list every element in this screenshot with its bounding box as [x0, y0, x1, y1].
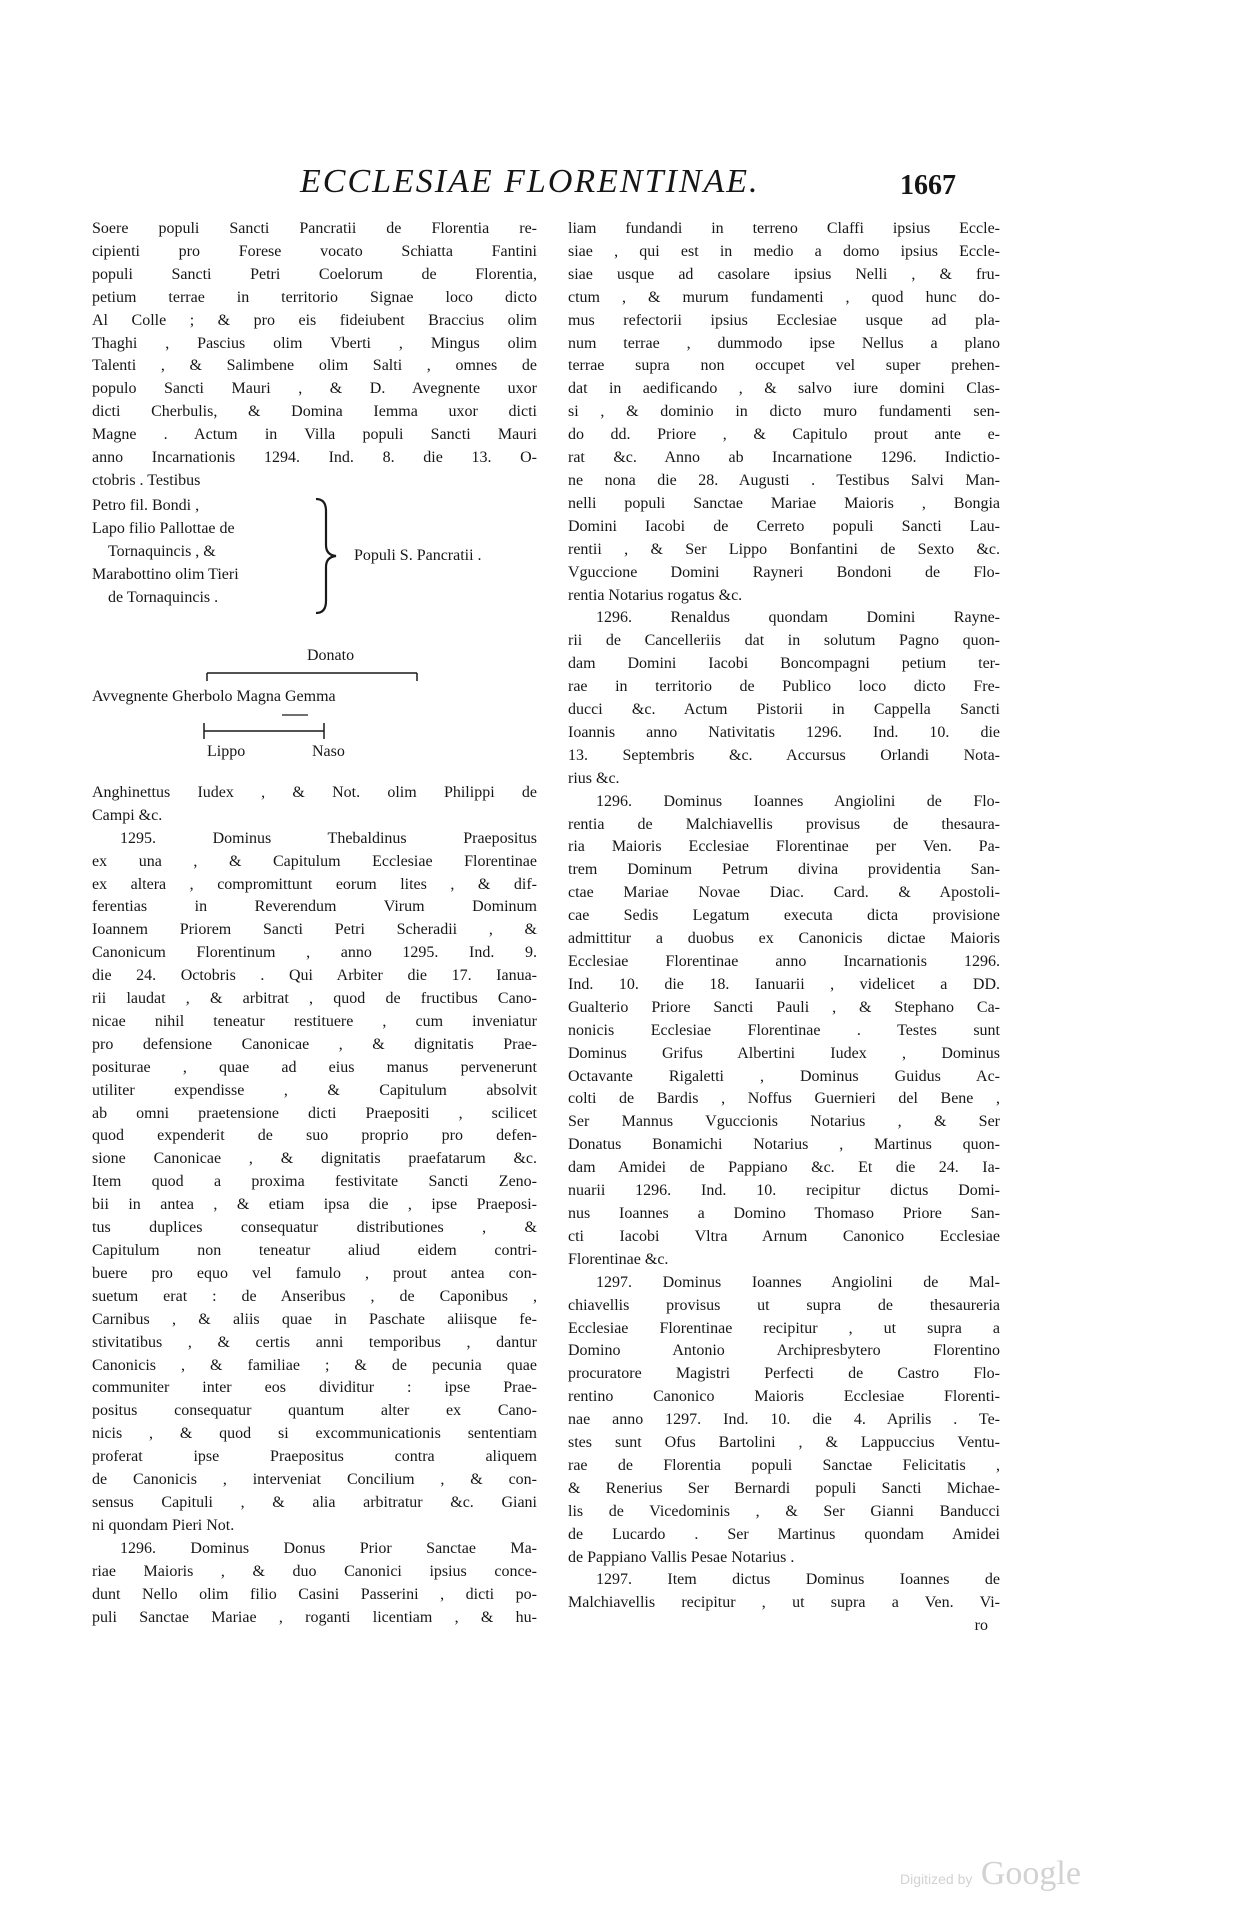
right-brace-icon — [312, 497, 348, 615]
text-line: riae Maioris , & duo Canonici ipsius conce- — [92, 1562, 537, 1580]
text-line: rae de Florentia populi Sanctae Felicitatis , — [568, 1456, 1000, 1474]
text-line: rius &c. — [568, 769, 620, 787]
catchword: ro — [974, 1617, 988, 1635]
text-line: ctum , & murum fundamenti , quod hunc do- — [568, 288, 1000, 306]
text-line: Item quod a proxima festivitate Sancti Zeno- — [92, 1173, 537, 1191]
text-line: ctae Mariae Novae Diac. Card. & Apostoli- — [568, 884, 1000, 902]
text-line: cti Iacobi Vltra Arnum Canonico Ecclesiae — [568, 1227, 1000, 1245]
text-line: mus refectorii ipsius Ecclesiae usque ad pla- — [568, 311, 1000, 329]
text-line: rentino Canonico Maioris Ecclesiae Florenti- — [568, 1388, 1000, 1406]
text-line: de Pappiano Vallis Pesae Notarius . — [568, 1548, 795, 1566]
text-line: ferentias in Reverendum Virum Dominum — [92, 898, 537, 916]
text-line: de Lucardo . Ser Martinus quondam Amidei — [568, 1525, 1000, 1543]
witness-list-block — [92, 495, 537, 635]
text-line: rentia de Malchiavellis provisus de thesaura- — [568, 815, 1000, 833]
text-line: ne nona die 28. Augusti . Testibus Salvi Man- — [568, 471, 1000, 489]
text-line: 1297. Item dictus Dominus Ioannes de — [596, 1571, 1000, 1589]
text-line: ria Maioris Ecclesiae Florentinae per Ven. Pa- — [568, 838, 1000, 856]
text-line: Al Colle ; & pro eis fideiubent Braccius olim — [92, 311, 537, 329]
witness-group-label: Populi S. Pancratii . — [354, 546, 482, 564]
text-line: Florentinae &c. — [568, 1250, 669, 1268]
text-line: Domini Iacobi de Cerreto populi Sancti Lau- — [568, 517, 1000, 535]
google-logo: Google — [980, 1855, 1081, 1892]
text-line: 13. Septembris &c. Accursus Orlandi Nota- — [568, 746, 1000, 764]
text-line: positurae , quae ad eius manus pervenerunt — [92, 1058, 537, 1076]
text-line: nicis , & quod si excommunicationis sententiam — [92, 1425, 537, 1443]
tree-grandchild-right: Naso — [312, 742, 345, 760]
text-line: Vguccione Domini Rayneri Bondoni de Flo- — [568, 563, 1000, 581]
right-paragraph-3 — [568, 791, 1000, 1272]
text-line: siae , qui est in medio a domo ipsius Eccle- — [568, 242, 1000, 260]
text-line: sensus Capituli , & alia arbitratur &c. Giani — [92, 1493, 537, 1511]
text-line: communiter inter eos dividitur : ipse Prae- — [92, 1379, 537, 1397]
text-line: 1296. Dominus Ioannes Angiolini de Flo- — [596, 792, 1000, 810]
text-line: ex altera , compromittunt eorum lites , & dif- — [92, 875, 537, 893]
text-line: admittitur a duobus ex Canonicis dictae Maioris — [568, 930, 1000, 948]
witness-name: Lapo filio Pallottae de — [92, 519, 235, 537]
text-line: bii in antea , & etiam ipsa die , ipse Praeposi- — [92, 1196, 537, 1214]
digitized-watermark — [900, 1855, 1081, 1893]
text-line: si , & dominio in dicto muro fundamenti sen- — [568, 403, 1000, 421]
text-line: 1296. Renaldus quondam Domini Rayne- — [596, 609, 1000, 627]
witness-list — [92, 495, 239, 610]
text-line: dunt Nello olim filio Casini Passerini , dicti po- — [92, 1585, 537, 1603]
witness-name: de Tornaquincis . — [108, 588, 219, 606]
text-line: populi Sancti Petri Coelorum de Florentia, — [92, 265, 537, 283]
text-line: quod expenderit de suo proprio pro defen- — [92, 1127, 537, 1145]
text-line: cipienti pro Forese vocato Schiatta Fantini — [92, 242, 537, 260]
text-line: rae in territorio de Publico loco dicto Fre- — [568, 678, 1000, 696]
text-line: 1297. Dominus Ioannes Angiolini de Mal- — [596, 1273, 1000, 1291]
text-line: anno Incarnationis 1294. Ind. 8. die 13. O- — [92, 449, 537, 467]
text-line: Canonicum Florentinum , anno 1295. Ind. 9. — [92, 944, 537, 962]
text-line: rat &c. Anno ab Incarnatione 1296. Indictio- — [568, 449, 1000, 467]
text-line: terrae supra non occupet vel super prehen- — [568, 357, 1000, 375]
text-line: procuratore Magistri Perfecti de Castro Flo- — [568, 1365, 1000, 1383]
text-line: dat in aedificando , & salvo iure domini Clas- — [568, 380, 1000, 398]
text-line: nicae nihil teneatur restituere , cum inveniatur — [92, 1012, 537, 1030]
text-line: buere pro equo vel famulo , prout antea con- — [92, 1264, 537, 1282]
witness-name: Tornaquincis , & — [108, 542, 216, 560]
text-line: & Renerius Ser Bernardi populi Sancti Michae- — [568, 1479, 1000, 1497]
left-paragraph-3 — [92, 828, 537, 1538]
text-line: Campi &c. — [92, 806, 163, 824]
text-line: Malchiavellis recipitur , ut supra a Ven. Vi- — [568, 1594, 1000, 1612]
text-line: rentii , & Ser Lippo Bonfantini de Sexto &c. — [568, 540, 1000, 558]
text-line: Dominus Grifus Albertini Iudex , Dominus — [568, 1044, 1000, 1062]
text-line: Ser Mannus Vguccionis Notarius , & Ser — [568, 1113, 1000, 1131]
text-line: nelli populi Sanctae Mariae Maioris , Bongia — [568, 494, 1000, 512]
text-line: Talenti , & Salimbene olim Salti , omnes de — [92, 357, 537, 375]
text-line: Thaghi , Pascius olim Vberti , Mingus olim — [92, 334, 537, 352]
text-line: Capitulum non teneatur aliud eidem contri- — [92, 1242, 537, 1259]
text-line: nonicis Ecclesiae Florentinae . Testes sunt — [568, 1021, 1000, 1039]
tree-root: Donato — [307, 646, 355, 664]
text-line: Ecclesiae Florentinae anno Incarnationis 1296. — [568, 953, 1000, 970]
text-line: Domino Antonio Archipresbytero Florentino — [568, 1342, 1000, 1360]
left-column — [92, 218, 537, 1629]
right-paragraph-2 — [568, 607, 1000, 790]
text-line: rii de Cancelleriis dat in solutum Pagno quon- — [568, 632, 1000, 650]
text-line: proferat ipse Praepositus contra aliquem — [92, 1448, 537, 1466]
text-line: 1295. Dominus Thebaldinus Praepositus — [120, 829, 537, 847]
witness-name: Marabottino olim Tieri — [92, 565, 239, 583]
right-column — [568, 218, 1000, 1638]
text-line: rii laudat , & arbitrat , quod de fructibus Cano- — [92, 990, 537, 1008]
text-line: tus duplices consequatur distributiones , & — [92, 1219, 537, 1237]
text-line: Ecclesiae Florentinae recipitur , ut supra a — [568, 1319, 1000, 1337]
watermark-prefix: Digitized by — [900, 1871, 973, 1887]
text-line: Ioannem Priorem Sancti Petri Scheradii , & — [92, 921, 537, 939]
text-line: trem Dominum Petrum divina providentia San- — [568, 861, 1000, 879]
text-line: Ioannis anno Nativitatis 1296. Ind. 10. die — [568, 723, 1000, 741]
tree-children: Avvegnente Gherbolo Magna Gemma — [92, 687, 336, 705]
text-line: nae anno 1297. Ind. 10. die 4. Aprilis . Te- — [568, 1411, 1000, 1429]
text-line: nus Ioannes a Domino Thomaso Priore San- — [568, 1204, 1000, 1222]
text-line: Donatus Bonamichi Notarius , Martinus quon- — [568, 1136, 1000, 1154]
text-line: de Canonicis , interveniat Concilium , & con- — [92, 1471, 537, 1489]
left-paragraph-1 — [92, 218, 537, 493]
text-line: Magne . Actum in Villa populi Sancti Mauri — [92, 426, 537, 444]
right-paragraph-4 — [568, 1272, 1000, 1570]
text-line: Gualterio Priore Sancti Pauli , & Stephano Ca- — [568, 998, 1000, 1016]
text-line: Carnibus , & aliis quae in Paschate aliisque fe- — [92, 1310, 537, 1328]
text-line: siae usque ad casolare ipsius Nelli , & fru- — [568, 265, 1000, 283]
text-line: Anghinettus Iudex , & Not. olim Philippi de — [92, 783, 537, 801]
text-line: Ind. 10. die 18. Ianuarii , videlicet a DD. — [568, 975, 1000, 993]
tree-grandchild-left: Lippo — [207, 742, 246, 760]
text-line: num terrae , dummodo ipse Nellus a plano — [568, 334, 1000, 352]
text-line: Soere populi Sancti Pancratii de Florentia re- — [92, 220, 537, 237]
text-line: sione Canonicae , & dignitatis praefatarum &c. — [92, 1150, 537, 1168]
left-paragraph-4 — [92, 1538, 537, 1630]
text-line: colti de Bardis , Noffus Guernieri del Bene , — [568, 1090, 1000, 1108]
text-line: pro defensione Canonicae , & dignitatis Prae- — [92, 1035, 537, 1053]
witness-name: Petro fil. Bondi , — [92, 496, 200, 514]
text-line: stivitatibus , & certis anni temporibus , dantur — [92, 1333, 537, 1351]
text-line: ab omni praetensione dicti Praepositi , scilicet — [92, 1104, 537, 1122]
text-line: utiliter expendisse , & Capitulum absolvit — [92, 1081, 537, 1099]
left-paragraph-2 — [92, 782, 537, 828]
text-line: stes sunt Ofus Bartolini , & Lappuccius Ventu- — [568, 1434, 1000, 1452]
text-line: nuarii 1296. Ind. 10. recipitur dictus Domi- — [568, 1182, 1000, 1200]
text-line: Canonicis , & familiae ; & de pecunia quae — [92, 1356, 537, 1374]
text-line: dam Amidei de Pappiano &c. Et die 24. Ia- — [568, 1159, 1000, 1177]
text-line: petium terrae in territorio Signae loco dicto — [92, 288, 537, 306]
text-line: positus consequatur quantum alter ex Cano- — [92, 1402, 537, 1420]
text-line: dam Domini Iacobi Boncompagni petium ter- — [568, 655, 1000, 673]
text-line: die 24. Octobris . Qui Arbiter die 17. Ianua- — [92, 967, 537, 985]
text-line: do dd. Priore , & Capitulo prout ante e- — [568, 426, 1000, 444]
family-tree — [92, 641, 537, 776]
text-line: ni quondam Pieri Not. — [92, 1516, 235, 1534]
text-line: Octavante Rigaletti , Dominus Guidus Ac- — [568, 1067, 1000, 1085]
text-line: lis de Vicedominis , & Ser Gianni Banducci — [568, 1502, 1000, 1520]
text-line: ducci &c. Actum Pistorii in Cappella Sancti — [568, 701, 1000, 719]
text-line: dicti Cherbulis, & Domina Iemma uxor dicti — [92, 403, 537, 421]
text-line: populo Sancti Mauri , & D. Avegnente uxor — [92, 380, 537, 398]
text-line: suetum erat : de Anseribus , de Caponibus , — [92, 1287, 537, 1305]
text-line: chiavellis provisus ut supra de thesaureria — [568, 1296, 1000, 1314]
page-title: ECCLESIAE FLORENTINAE. — [300, 163, 760, 200]
text-line: 1296. Dominus Donus Prior Sanctae Ma- — [120, 1539, 537, 1557]
page-number: 1667 — [900, 170, 956, 201]
text-line: puli Sanctae Mariae , roganti licentiam , & hu- — [92, 1608, 537, 1626]
right-paragraph-5 — [568, 1569, 1000, 1638]
text-line: ex una , & Capitulum Ecclesiae Florentinae — [92, 852, 537, 870]
text-line: liam fundandi in terreno Claffi ipsius Eccle- — [568, 220, 1000, 237]
text-line: rentia Notarius rogatus &c. — [568, 586, 743, 604]
text-line: cae Sedis Legatum executa dicta provisione — [568, 907, 1000, 925]
text-line: ctobris . Testibus — [92, 471, 201, 489]
right-paragraph-1 — [568, 218, 1000, 607]
